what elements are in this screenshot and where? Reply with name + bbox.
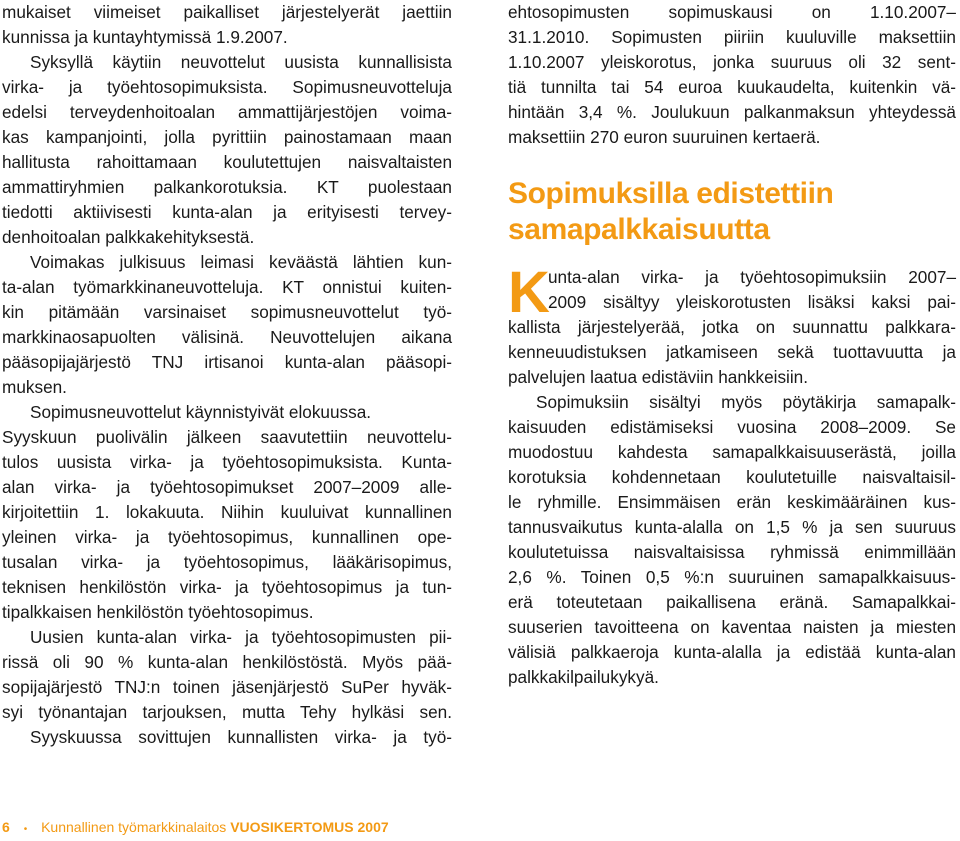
text-line: ehtosopimusten sopimuskausi on 1.10.2007– bbox=[508, 2, 956, 22]
text-line: kunnissa ja kuntayhtymissä 1.9.2007. bbox=[2, 27, 288, 47]
page-footer bbox=[2, 816, 389, 838]
section-body bbox=[508, 260, 956, 690]
text-line: koulutetuissa naisvaltaisissa ryhmissä enimmillään bbox=[508, 542, 956, 562]
text-line: denhoitoalan palkkakehityksestä. bbox=[2, 227, 255, 247]
text-line: hintään 3,4 %. Joulukuun palkanmaksun yhteydessä bbox=[508, 102, 956, 122]
text-line: alan virka- ja työehtosopimukset 2007–2009 alle- bbox=[2, 477, 452, 497]
right-column bbox=[508, 0, 956, 687]
text-line: tusalan virka- ja työehtosopimus, lääkärisopimus, bbox=[2, 552, 452, 572]
text-line: ammattiryhmien palkankorotuksia. KT puolestaan bbox=[2, 177, 452, 197]
page-number: 6 bbox=[2, 819, 10, 835]
text-line: 31.1.2010. Sopimusten piiriin kuuluville maksettiin bbox=[508, 27, 956, 47]
text-line: tiedotti aktiivisesti kunta-alan ja erityisesti tervey- bbox=[2, 202, 452, 222]
text-line: kaisuuden edistämiseksi vuosina 2008–2009. Se bbox=[508, 417, 956, 437]
drop-cap: K bbox=[508, 260, 550, 325]
text-line: Syyskuussa sovittujen kunnallisten virka- ja työ- bbox=[30, 727, 452, 747]
left-column-text bbox=[2, 0, 452, 750]
text-line: sopijajärjestö TNJ:n toinen jäsenjärjestö SuPer hyväk- bbox=[2, 677, 452, 697]
text-line: syi työnantajan tarjouksen, mutta Tehy hylkäsi sen. bbox=[2, 702, 452, 722]
text-line: kallista järjestelyerää, jotka on suunnattu palkkara- bbox=[508, 317, 956, 337]
text-line: erä toteutetaan paikallisena eränä. Samapalkkai- bbox=[508, 592, 956, 612]
section-body-text bbox=[508, 260, 956, 690]
text-line: maksettiin 270 euron suuruinen kertaerä. bbox=[508, 127, 821, 147]
text-line: Syksyllä käytiin neuvottelut uusista kunnallisista bbox=[30, 52, 452, 72]
text-line: Uusien kunta-alan virka- ja työehtosopimusten pii- bbox=[30, 627, 452, 647]
text-line: kirjoitettiin 1. lokakuuta. Niihin kuuluivat kunnallinen bbox=[2, 502, 452, 522]
text-line: 2,6 %. Toinen 0,5 %:n suuruinen samapalkkaisuus- bbox=[508, 567, 956, 587]
text-line: palkkakilpailukykyä. bbox=[508, 667, 659, 687]
text-line: teknisen henkilöstön virka- ja työehtosopimus ja tun- bbox=[2, 577, 452, 597]
text-line: pääsopijajärjestö TNJ irtisanoi kunta-alan pääsopi- bbox=[2, 352, 452, 372]
text-line: kin pitämään varsinaiset sopimusneuvottelut työ- bbox=[2, 302, 452, 322]
text-line: hallitusta rahoittamaan koulutettujen naisvaltaisten bbox=[2, 152, 452, 172]
footer-separator: • bbox=[23, 824, 28, 835]
text-line: kenneuudistuksen jatkamiseen sekä tuottavuutta ja bbox=[508, 342, 956, 362]
text-line: tipalkkaisen henkilöstön työehtosopimus. bbox=[2, 602, 314, 622]
footer-organization: Kunnallinen työmarkkinalaitos bbox=[41, 819, 227, 835]
text-line: Sopimusneuvottelut käynnistyivät elokuussa. bbox=[30, 402, 372, 422]
text-line: unta-alan virka- ja työehtosopimuksiin 2007– bbox=[548, 267, 956, 287]
text-line: virka- ja työehtosopimuksista. Sopimusneuvotteluja bbox=[2, 77, 452, 97]
footer-report-title: VUOSIKERTOMUS 2007 bbox=[230, 819, 389, 835]
section-heading-line: Sopimuksilla edistettiin bbox=[508, 177, 834, 210]
text-line: suuserien tavoitteena on kaventaa naisten ja miesten bbox=[508, 617, 956, 637]
text-line: edelsi terveydenhoitoalan ammattijärjestöjen voima- bbox=[2, 102, 452, 122]
left-column bbox=[2, 0, 452, 750]
text-line: yleinen virka- ja työehtosopimus, kunnallinen ope- bbox=[2, 527, 452, 547]
text-line: välisiä palkkaeroja kunta-alalla ja edistää kunta-alan bbox=[508, 642, 956, 662]
text-line: korotuksia kohdennetaan koulutetuille naisvaltaisil- bbox=[508, 467, 956, 487]
section-heading bbox=[508, 176, 956, 248]
text-line: tulos uusista virka- ja työehtosopimuksista. Kunta- bbox=[2, 452, 452, 472]
text-line: Voimakas julkisuus leimasi keväästä lähtien kun- bbox=[30, 252, 452, 272]
right-column-continued-text bbox=[508, 0, 956, 150]
text-line: palvelujen laatua edistäviin hankkeisiin. bbox=[508, 367, 809, 387]
text-line: 1.10.2007 yleiskorotus, jonka suuruus oli 32 sent- bbox=[508, 52, 956, 72]
text-line: kas kampanjointi, jolla pyrittiin painostamaan maan bbox=[2, 127, 452, 147]
text-line: 2009 sisältyy yleiskorotusten lisäksi kaksi pai- bbox=[548, 292, 956, 312]
text-line: le ryhmille. Ensimmäisen erän keskimääräinen kus- bbox=[508, 492, 956, 512]
text-line: tiä tunnilta tai 54 euroa kuukaudelta, kuitenkin vä- bbox=[508, 77, 956, 97]
section-heading-line: samapalkkaisuutta bbox=[508, 213, 770, 246]
text-line: mukaiset viimeiset paikalliset järjestelyerät jaettiin bbox=[2, 2, 452, 22]
text-line: muksen. bbox=[2, 377, 67, 397]
text-line: tannusvaikutus kunta-alalla on 1,5 % ja sen suuruus bbox=[508, 517, 956, 537]
text-line: muodostuu kahdesta samapalkkaisuuserästä, joilla bbox=[508, 442, 956, 462]
text-line: Sopimuksiin sisältyi myös pöytäkirja samapalk- bbox=[536, 392, 956, 412]
text-line: ta-alan työmarkkinaneuvotteluja. KT onnistui kuiten- bbox=[2, 277, 452, 297]
text-line: Syyskuun puolivälin jälkeen saavutettiin neuvottelu- bbox=[2, 427, 452, 447]
text-line: rissä oli 90 % kunta-alan henkilöstöstä. Myös pää- bbox=[2, 652, 452, 672]
text-line: markkinaosapuolten välisinä. Neuvottelujen aikana bbox=[2, 327, 452, 347]
